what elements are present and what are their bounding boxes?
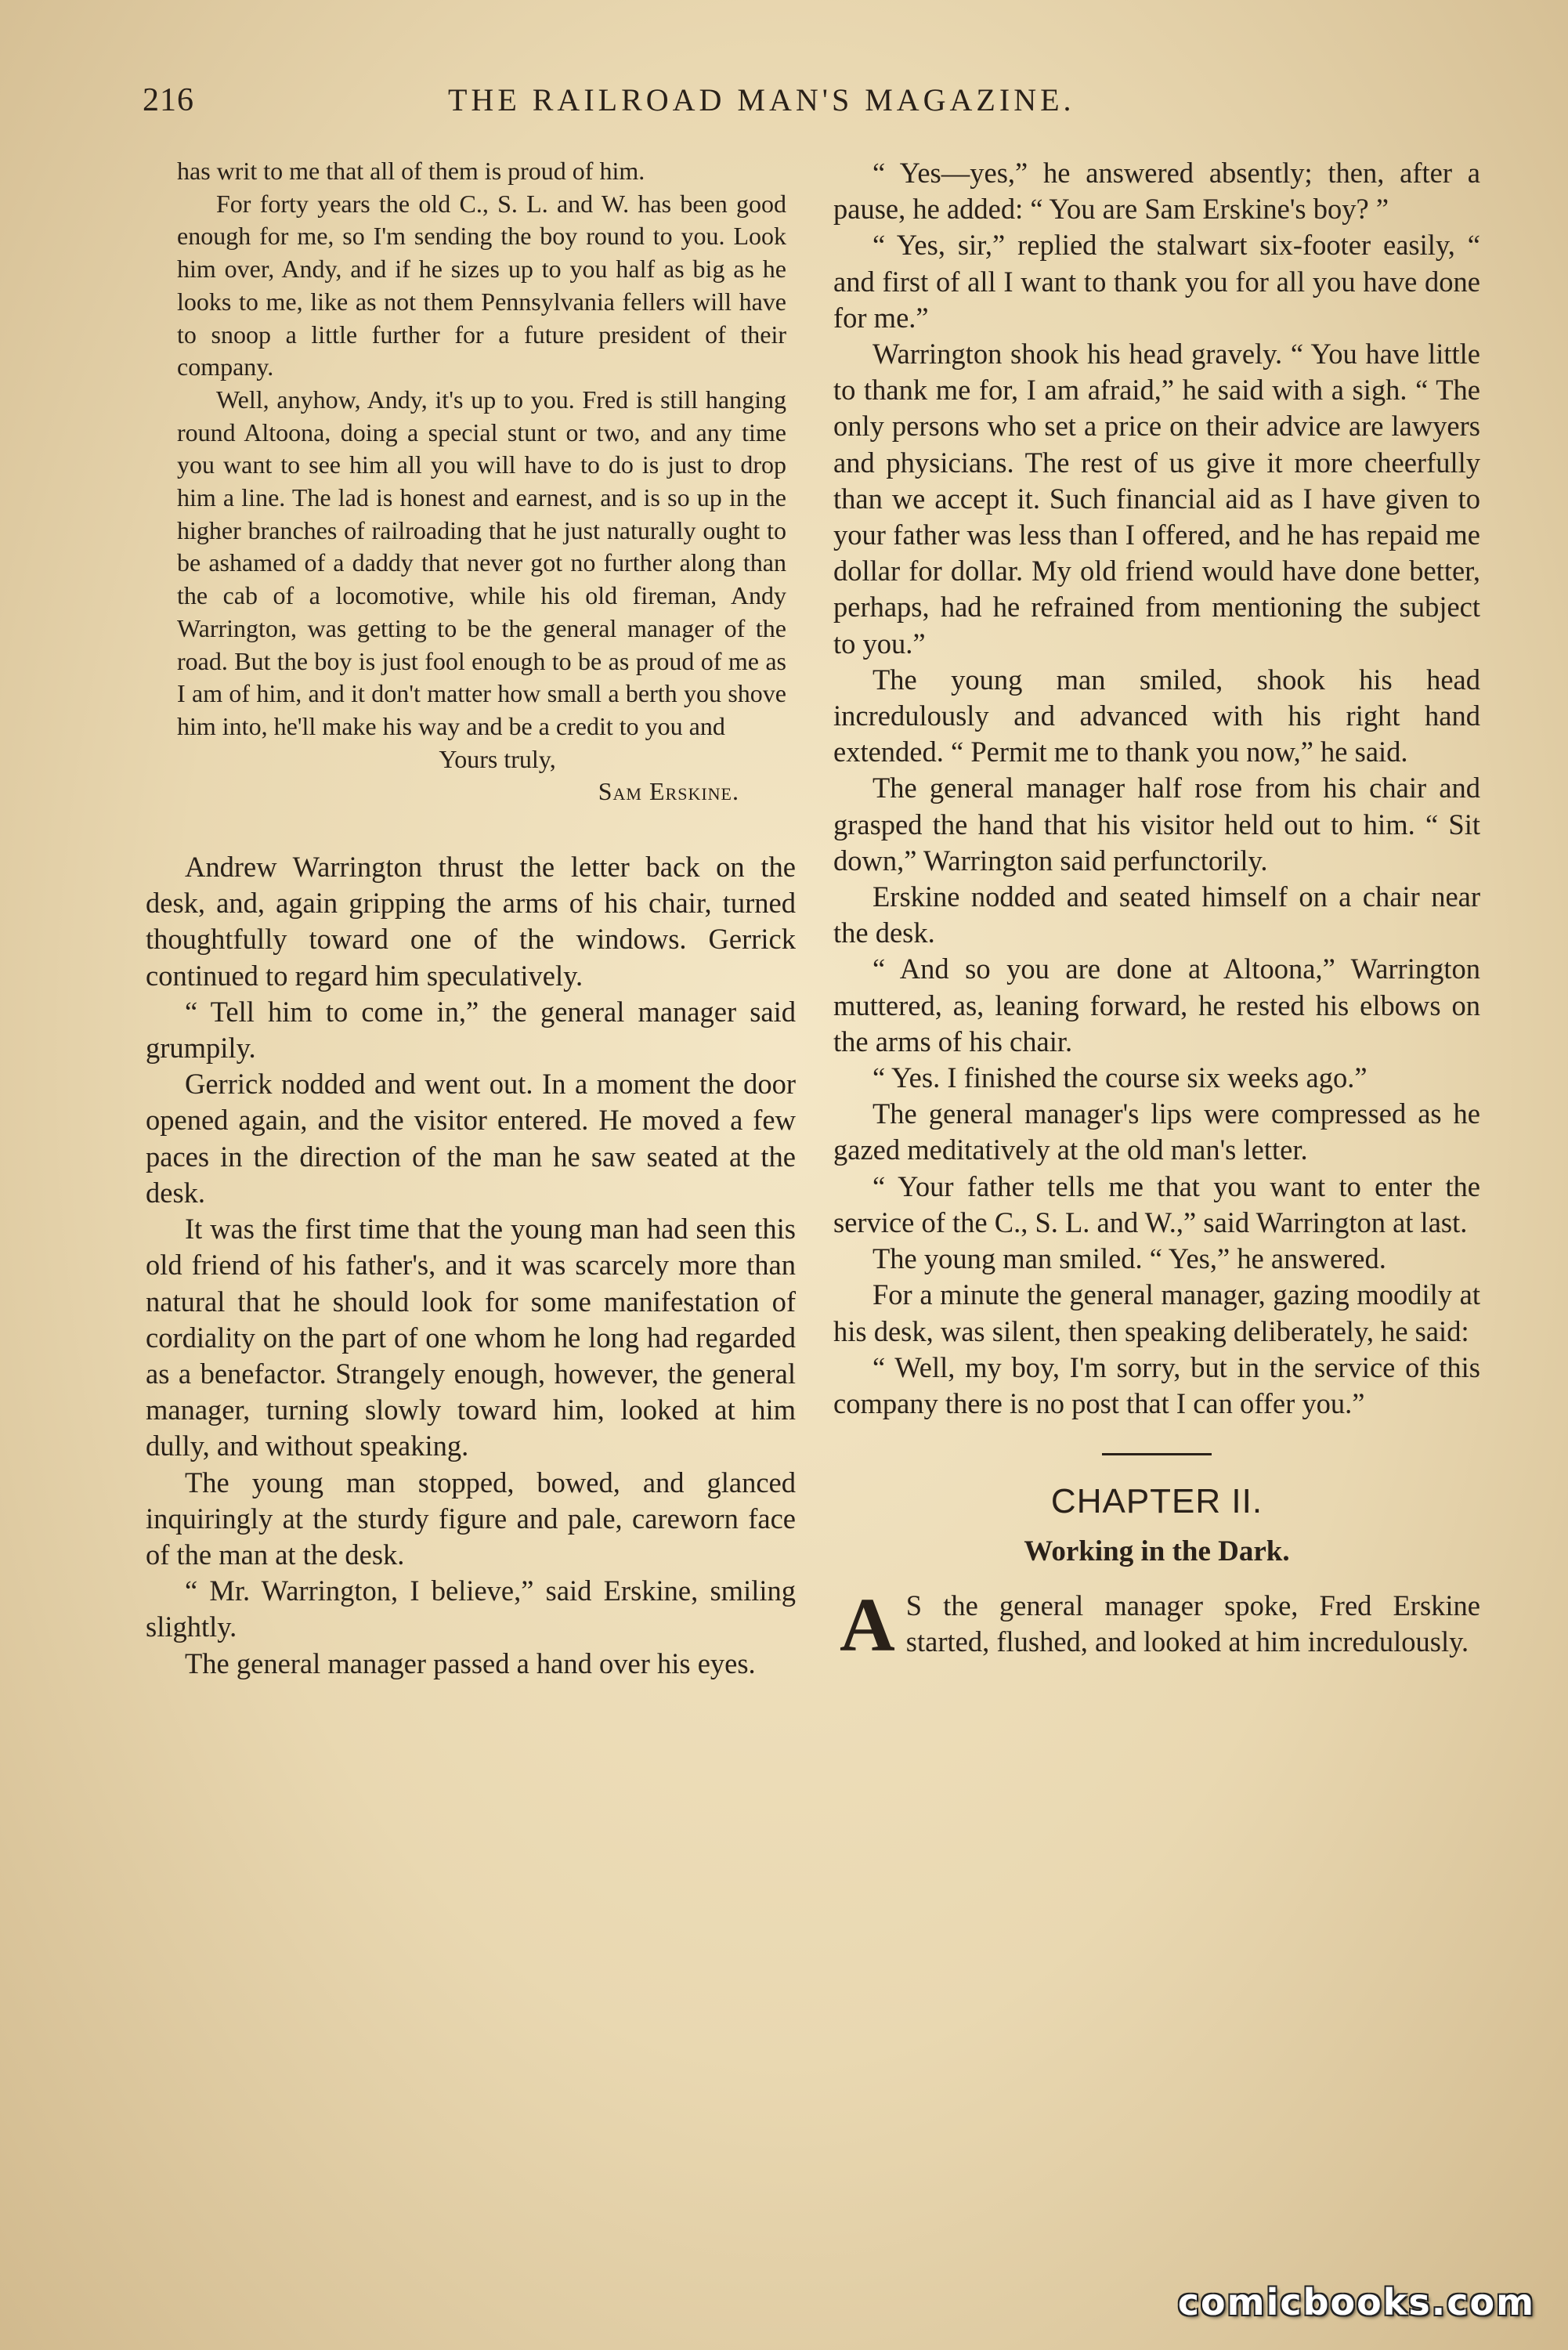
body-paragraph: “ Yes. I finished the course six weeks ago.”	[873, 1061, 1367, 1094]
chapter-opening-text: S the general manager spoke, Fred Erskine started, flushed, and looked at him incredulously.	[905, 1589, 1480, 1658]
letter-signature: Sam Erskine.	[598, 777, 739, 806]
body-paragraph: Erskine nodded and seated himself on a chair near the desk.	[833, 880, 1480, 949]
chapter-opening-paragraph	[833, 1582, 1480, 1668]
letter-sign-off: Yours truly,	[439, 744, 556, 773]
body-paragraph: Warrington shook his head gravely. “ You have little to thank me for, I am afraid,” he said with a sigh. “ The only persons who set a price on their advice are lawyers and physicians. The rest of us give it more cheerfully than we accept it. Such financial aid as I have given to your father was less than I offered, and he has repaid me dollar for dollar. My old friend would have done better, perhaps, had he refrained from mentioning the subject to you.”	[833, 338, 1480, 660]
chapter-heading: CHAPTER II.	[1050, 1482, 1263, 1521]
body-paragraph: The general manager passed a hand over his eyes.	[185, 1647, 756, 1679]
chapter-subtitle: Working in the Dark.	[1024, 1535, 1290, 1568]
body-paragraph: The young man stopped, bowed, and glanced inquiringly at the sturdy figure and pale, careworn face of the man at the desk.	[146, 1466, 796, 1571]
magazine-title: THE RAILROAD MAN'S MAGAZINE.	[448, 82, 1075, 118]
body-paragraph: It was the first time that the young man had seen this old friend of his father's, and it was scarcely more than natural that he should look for some manifestation of cordiality on the part of one whom he long had regarded as a benefactor. Strangely enough, however, the general manager, turning slowly toward him, looked at him dully, and without speaking.	[146, 1213, 796, 1462]
letter-paragraph: Well, anyhow, Andy, it's up to you. Fred is still hanging round Altoona, doing a special stunt or two, and any time you want to see him all you will have to do is just to drop him a line. The lad is honest and earnest, and is so up in the higher branches of railroading that he just naturally ought to be ashamed of a daddy that never got no further along than the cab of a locomotive, while his old fireman, Andy Warrington, was getting to be the general manager of the road. But the boy is just fool enough to be as proud of me as I am of him, and it don't matter how small a berth you shove him into, he'll make his way and be a credit to you and	[177, 385, 786, 740]
right-column	[833, 155, 1480, 1668]
body-paragraph: “ And so you are done at Altoona,” Warrington muttered, as, leaning forward, he rested his elbows on the arms of his chair.	[833, 953, 1480, 1058]
body-paragraph: The young man smiled. “ Yes,” he answered.	[873, 1242, 1386, 1275]
body-paragraph: “ Yes—yes,” he answered absently; then, after a pause, he added: “ You are Sam Erskine's boy? ”	[833, 157, 1480, 226]
body-paragraph: Gerrick nodded and went out. In a moment the door opened again, and the visitor entered. He moved a few paces in the direction of the man he saw seated at the desk.	[146, 1068, 796, 1209]
section-divider	[1102, 1453, 1212, 1455]
drop-cap: A	[840, 1582, 895, 1668]
body-paragraph: The young man smiled, shook his head incredulously and advanced with his right hand extended. “ Permit me to thank you now,” he said.	[833, 663, 1480, 768]
letter-block	[146, 155, 796, 808]
body-paragraph: “ Your father tells me that you want to enter the service of the C., S. L. and W.,” said Warrington at last.	[833, 1170, 1480, 1238]
body-paragraph: “ Well, my boy, I'm sorry, but in the service of this company there is no post that I can offer you.”	[833, 1350, 1480, 1419]
body-paragraph: For a minute the general manager, gazing moodily at his desk, was silent, then speaking deliberately, he said:	[833, 1278, 1480, 1347]
body-paragraph: “ Tell him to come in,” the general manager said grumpily.	[146, 995, 796, 1065]
body-paragraph: The general manager half rose from his chair and grasped the hand that his visitor held out to him. “ Sit down,” Warrington said perfunctorily.	[833, 772, 1480, 877]
body-paragraph: The general manager's lips were compressed as he gazed meditatively at the old man's letter.	[833, 1097, 1480, 1166]
letter-paragraph: has writ to me that all of them is proud of him.	[177, 157, 645, 185]
body-paragraph: “ Mr. Warrington, I believe,” said Erskine, smiling slightly.	[146, 1574, 796, 1643]
page-number: 216	[143, 82, 194, 118]
site-watermark: comicbooks.com	[1177, 2281, 1535, 2323]
body-paragraph: Andrew Warrington thrust the letter back on the desk, and, again gripping the arms of his chair, turned thoughtfully toward one of the windows. Gerrick continued to regard him speculatively.	[146, 851, 796, 992]
body-paragraph: “ Yes, sir,” replied the stalwart six-footer easily, “ and first of all I want to thank you for all you have done for me.”	[833, 229, 1480, 334]
letter-paragraph: For forty years the old C., S. L. and W. has been good enough for me, so I'm sending the boy round to you. Look him over, Andy, and if he sizes up to you half as big as he looks to me, like as not them Pennsylvania fellers will have to snoop a little further for a future president of their company.	[177, 189, 786, 381]
page-header	[143, 81, 1482, 128]
left-column	[146, 155, 796, 1682]
